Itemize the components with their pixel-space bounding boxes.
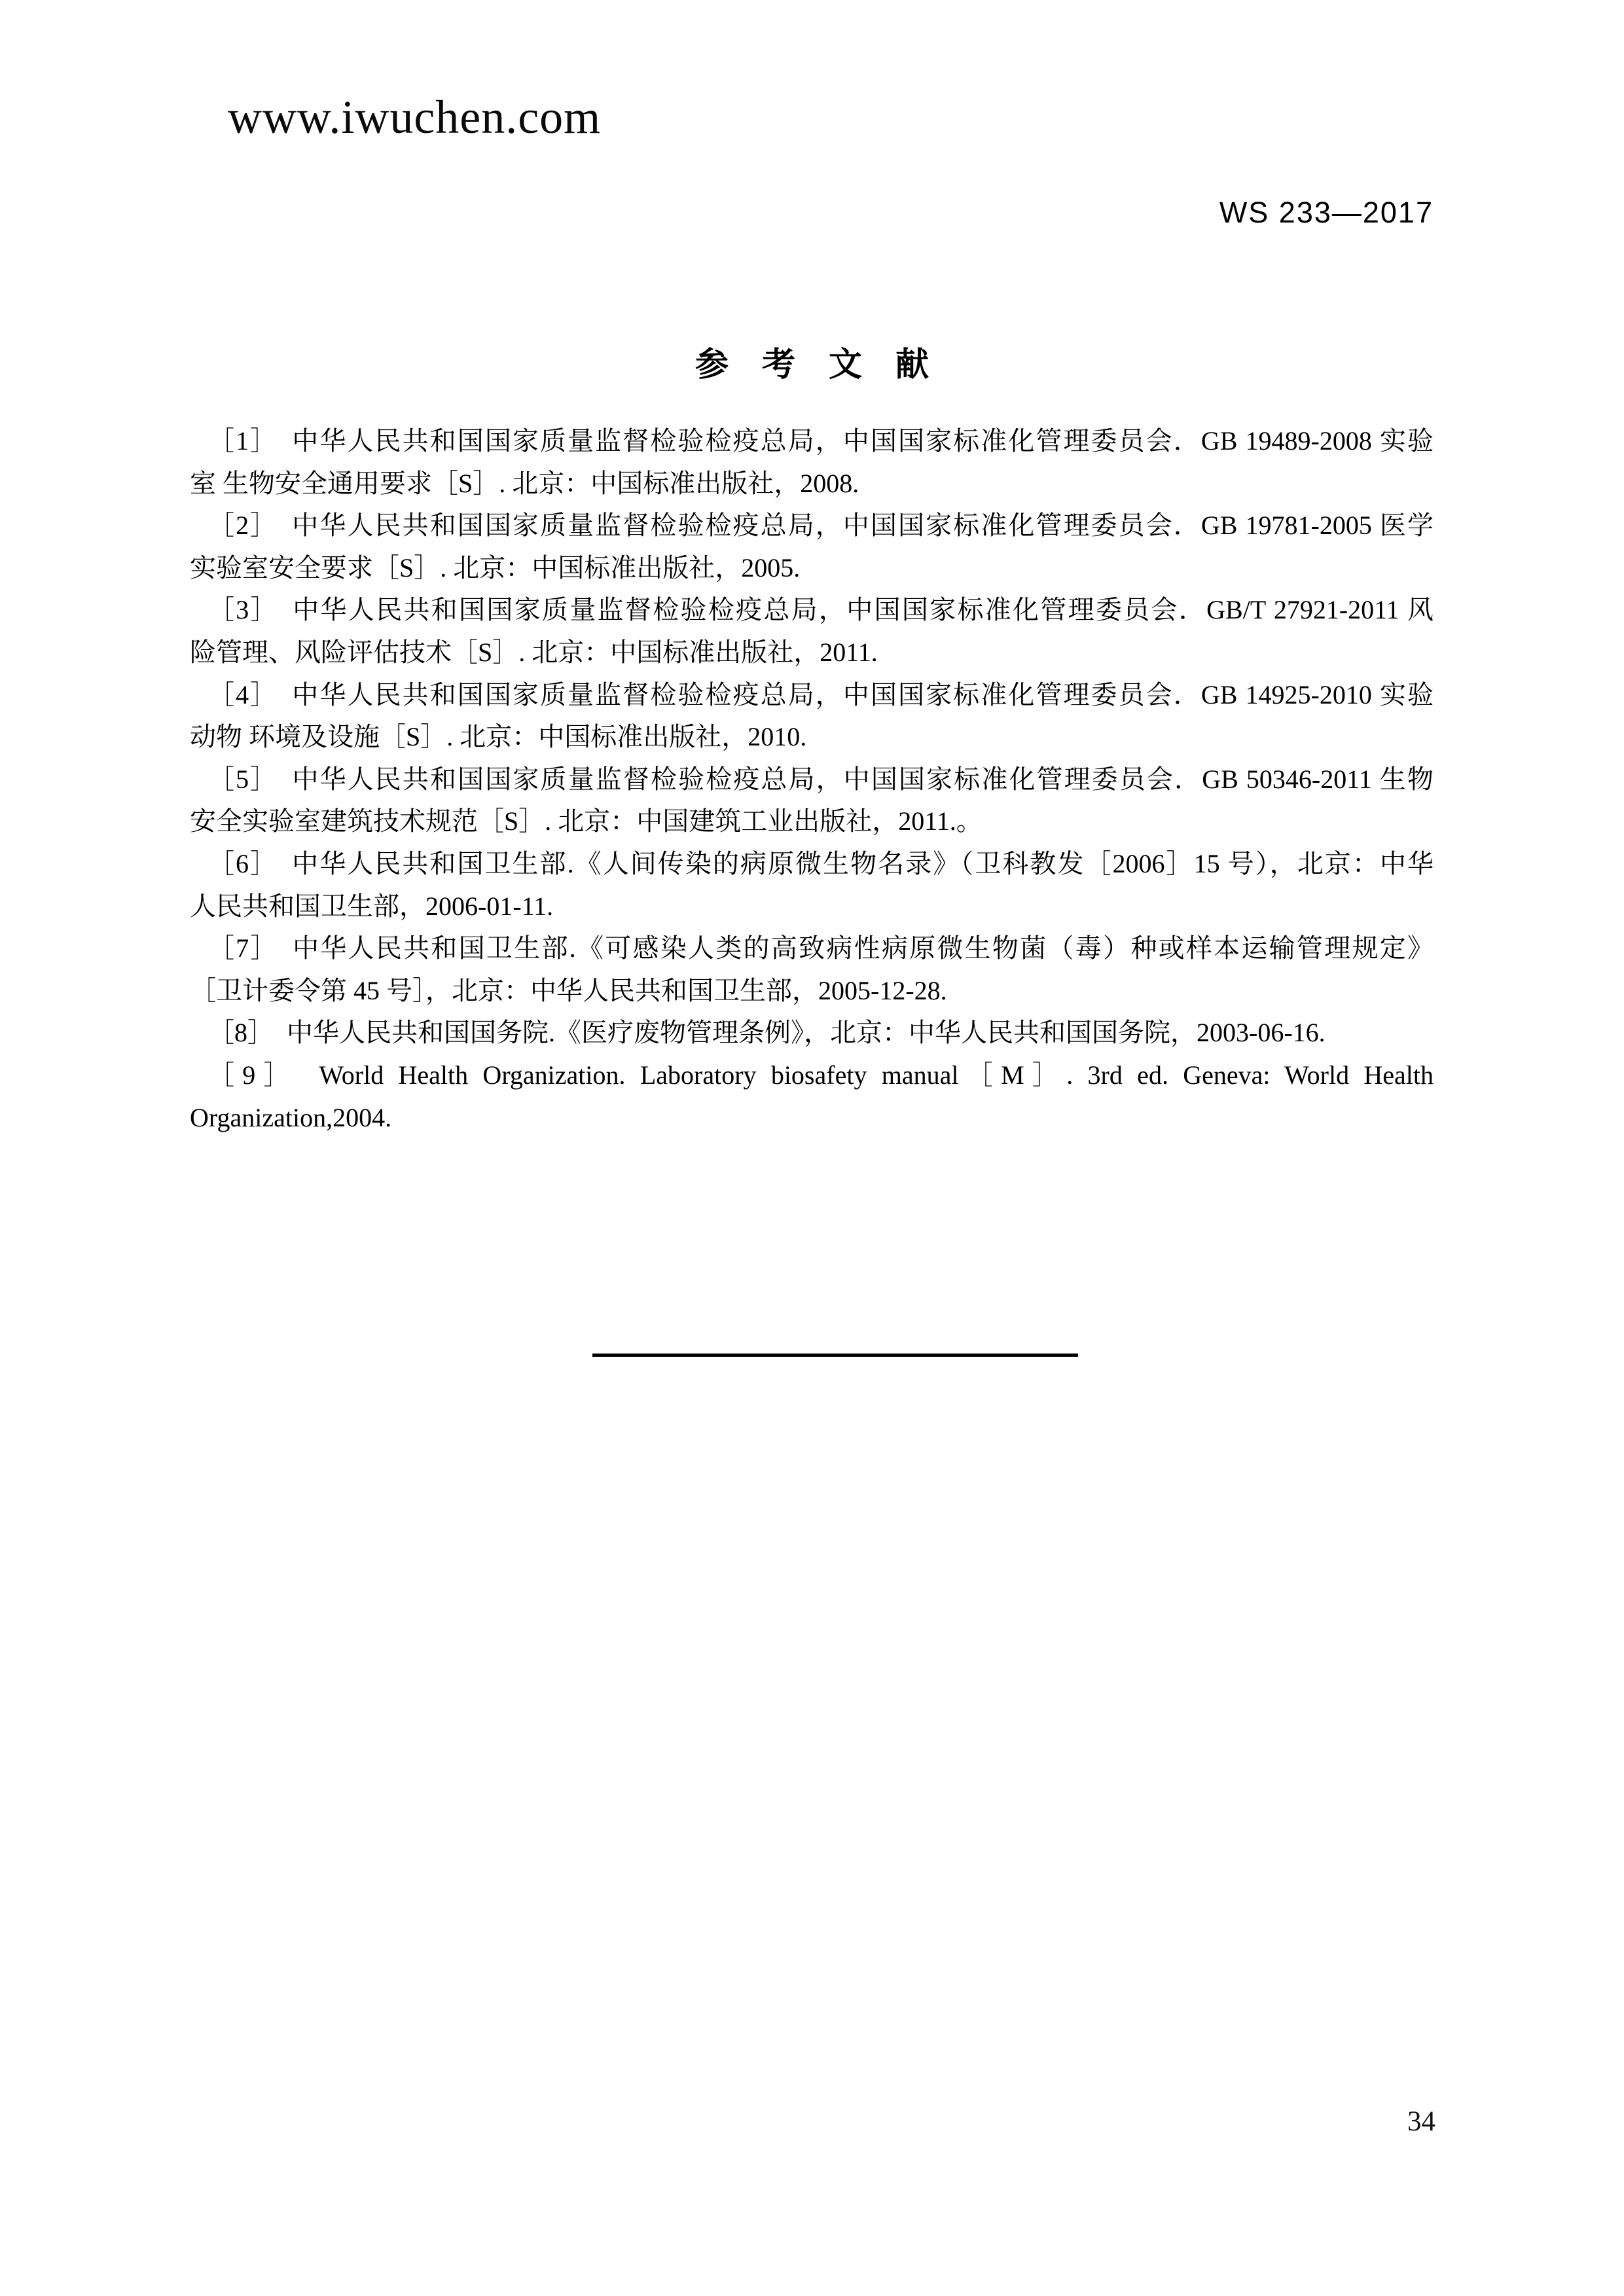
page-title: 参 考 文 献 — [695, 346, 929, 383]
reference-line: ［卫计委令第 45 号］，北京：中华人民共和国卫生部，2005-12-28. — [190, 975, 947, 1005]
reference-line: ［4］ 中华人民共和国国家质量监督检验检疫总局，中国国家标准化管理委员会．GB 14925-2010 实验 — [208, 679, 1434, 709]
reference-line: ［9］ World Health Organization. Laboratory biosafety manual［M］. 3rd ed. Geneva: World Health — [208, 1060, 1434, 1090]
reference-line: ［1］ 中华人民共和国国家质量监督检验检疫总局，中国国家标准化管理委员会．GB 19489-2008 实验 — [208, 426, 1434, 456]
reference-line: 动物 环境及设施［S］. 北京：中国标准出版社，2010. — [190, 722, 807, 752]
end-of-document-rule — [592, 1354, 1078, 1357]
page-number: 34 — [1407, 2106, 1435, 2137]
reference-line: ［2］ 中华人民共和国国家质量监督检验检疫总局，中国国家标准化管理委员会．GB 19781-2005 医学 — [208, 511, 1434, 541]
reference-line: 室 生物安全通用要求［S］. 北京：中国标准出版社，2008. — [190, 468, 859, 498]
reference-line: 安全实验室建筑技术规范［S］. 北京：中国建筑工业出版社，2011.。 — [190, 806, 983, 836]
reference-line: Organization,2004. — [190, 1102, 392, 1132]
watermark-text: www.iwuchen.com — [228, 91, 602, 143]
reference-line: ［6］ 中华人民共和国卫生部.《人间传染的病原微生物名录》（卫科教发［2006］15 号），北京：中华 — [208, 848, 1434, 878]
reference-line: 险管理、风险评估技术［S］. 北京：中国标准出版社，2011. — [190, 637, 878, 667]
reference-line: ［7］ 中华人民共和国卫生部.《可感染人类的高致病性病原微生物菌（毒）种或样本运输管理规定》 — [208, 933, 1434, 963]
reference-line: 人民共和国卫生部，2006-01-11. — [190, 891, 554, 921]
reference-line: ［3］ 中华人民共和国国家质量监督检验检疫总局，中国国家标准化管理委员会．GB/T 27921-2011 风 — [208, 595, 1434, 625]
reference-line: 实验室安全要求［S］. 北京：中国标准出版社，2005. — [190, 552, 801, 583]
references-list — [190, 420, 1434, 1139]
standard-number: WS 233—2017 — [1219, 196, 1434, 229]
reference-line: ［8］ 中华人民共和国国务院.《医疗废物管理条例》，北京：中华人民共和国国务院，2003-06-16. — [208, 1018, 1326, 1048]
reference-line: ［5］ 中华人民共和国国家质量监督检验检疫总局，中国国家标准化管理委员会．GB 50346-2011 生物 — [208, 764, 1434, 794]
